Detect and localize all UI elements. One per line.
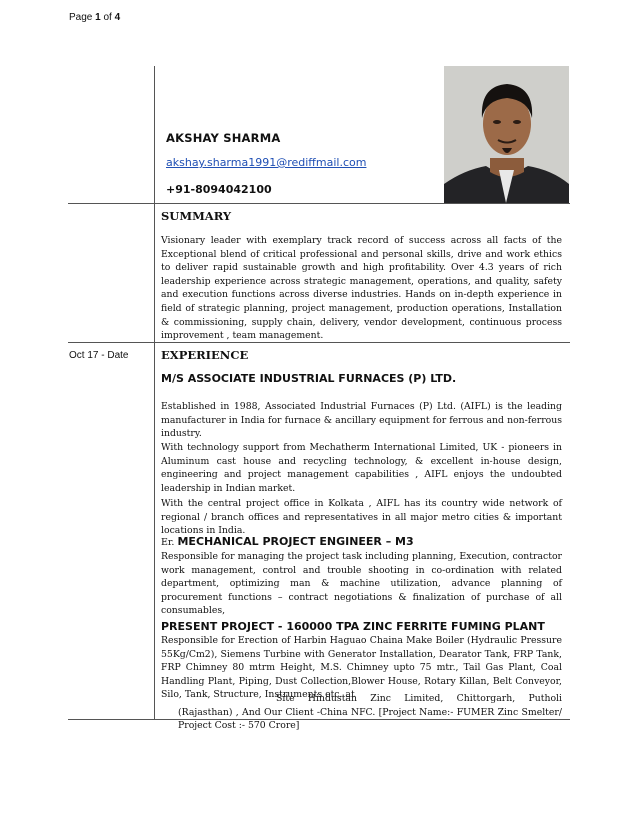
profile-photo <box>444 66 569 203</box>
role-title <box>161 535 414 548</box>
role-description: Responsible for managing the project task including planning, Execution, contractor work management, control and trouble shooting in co-ordination with related department, optimizing man & machine utilization, advance planning of procurement functions – contract negotiations & finalization of purchase of all consumables, <box>161 551 562 617</box>
email-link[interactable]: akshay.sharma1991@rediffmail.com <box>166 156 367 169</box>
company-description-2: With technology support from Mechatherm International Limited, UK - pioneers in Aluminum cast house and recycling technology, & excellent in-house design, engineering and project management capabilities , AIFL enjoys the undoubted leadership in Indian market. <box>161 442 562 494</box>
project-title: PRESENT PROJECT - 160000 TPA ZINC FERRITE FUMING PLANT <box>161 620 545 633</box>
summary-heading: SUMMARY <box>161 209 232 223</box>
project-description: Responsible for Erection of Harbin Haguao Chaina Make Boiler (Hydraulic Pressure 55Kg/Cm2), Siemens Turbine with Generator Installation, Dearator Tank, FRP Tank, FRP Chimney 80 mtrm Height, M.S. Chimney upto 75 mtr., Tail Gas Plant, Coal Handling Plant, Piping, Dust Collection,Blower House, Rotary Killan, Belt Conveyor, Silo, Tank, Structure, Instruments etc. at <box>161 635 562 701</box>
candidate-name: AKSHAY SHARMA <box>166 131 281 145</box>
page-number: Page 1 of 4 <box>69 12 121 23</box>
phone-number: +91-8094042100 <box>166 183 272 196</box>
experience-heading: EXPERIENCE <box>161 348 249 362</box>
table-divider-left <box>154 66 155 720</box>
role-name: MECHANICAL PROJECT ENGINEER – M3 <box>177 535 414 548</box>
summary-text: Visionary leader with exemplary track record of success across all facts of the Exceptional blend of critical professional and personal skills, drive and work ethics to deliver rapid sustainable growth and high profitability. Over 4.3 years of rich leadership experience across strategic management, operations, and quality, safety and execution functions across diverse industries. Hands on in-depth experience in field of strategic planning, project management, production operations, Installation & commissioning, supply chain, delivery, vendor development, continuous process improvement , team management. <box>161 235 562 342</box>
role-prefix: Er. <box>161 537 175 548</box>
company-name: M/S ASSOCIATE INDUSTRIAL FURNACES (P) LTD. <box>161 372 457 385</box>
table-rule-top <box>68 203 570 204</box>
project-site: Site Hindustan Zinc Limited, Chittorgarh, Putholi (Rajasthan) , And Our Client -China NFC. [Project Name:- FUMER Zinc Smelter/ Project Cost :- 570 Crore] <box>178 693 562 732</box>
company-description-3: With the central project office in Kolkata , AIFL has its country wide network of regional / branch offices and representatives in all major metro cities & important locations in India. <box>161 498 562 537</box>
experience-date-range: Oct 17 - Date <box>69 350 129 361</box>
company-description-1: Established in 1988, Associated Industrial Furnaces (P) Ltd. (AIFL) is the leading manufacturer in India for furnace & ancillary equipment for ferrous and non-ferrous industry. <box>161 401 562 440</box>
